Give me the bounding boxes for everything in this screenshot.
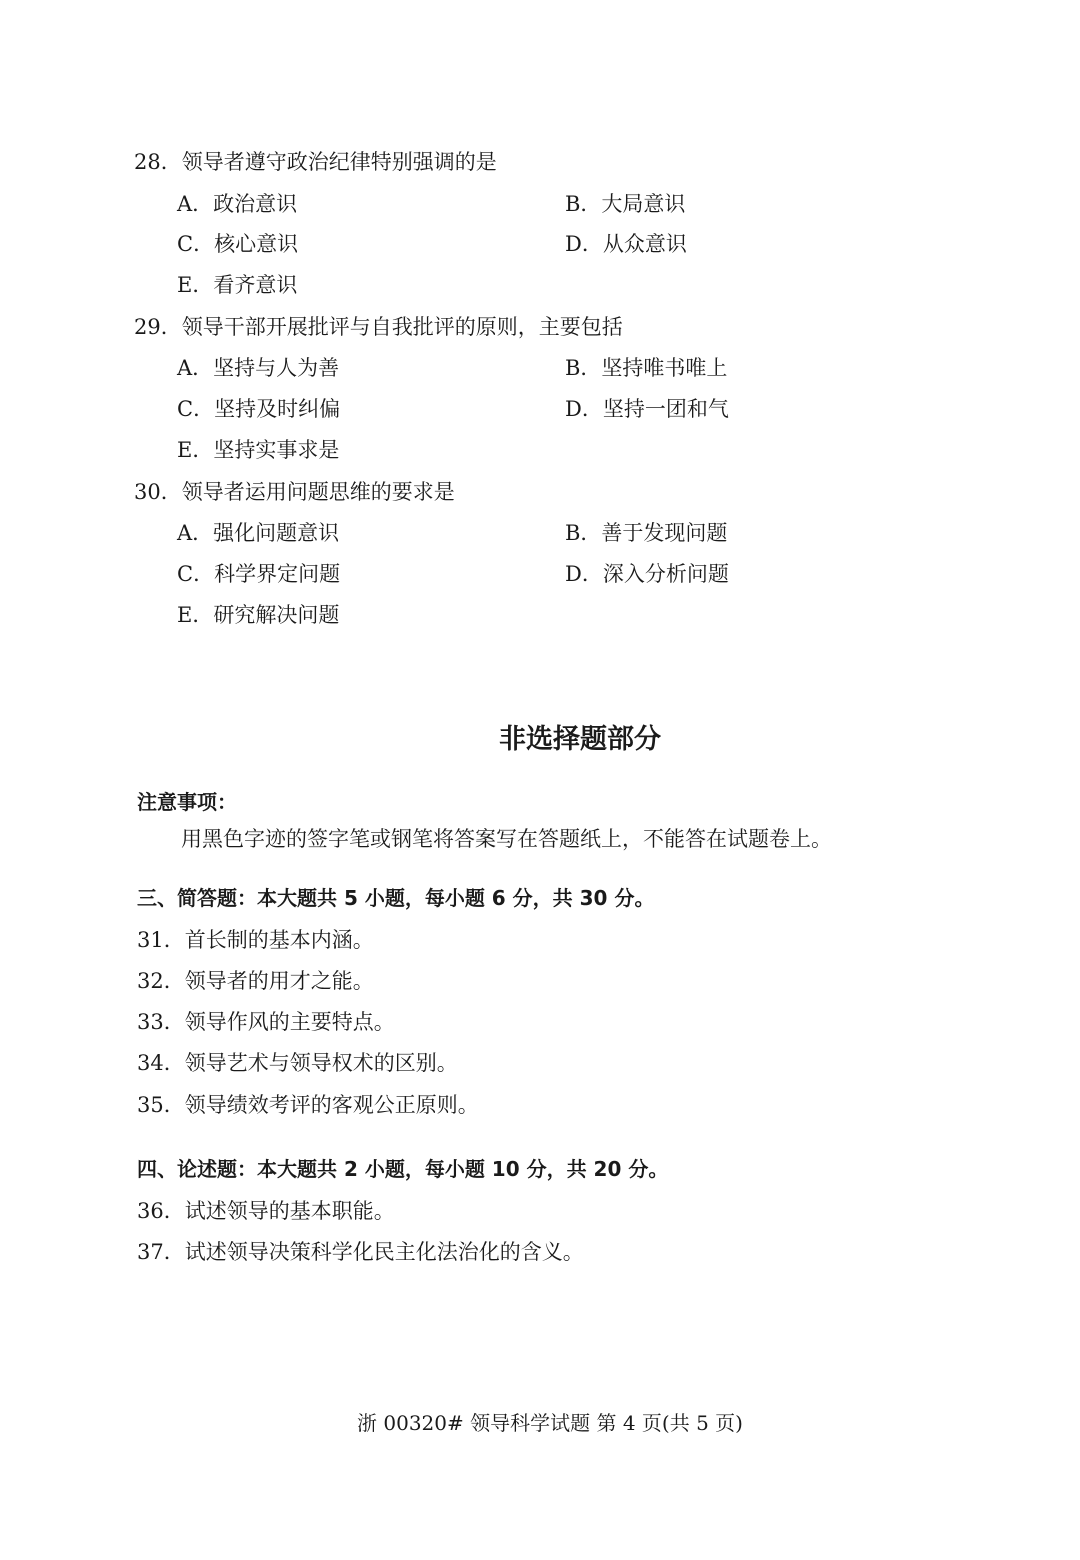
question-30-option-a: A．强化问题意识 (177, 521, 340, 545)
question-29-option-c: C．坚持及时纠偏 (177, 397, 341, 421)
question-30-option-e: E．研究解决问题 (177, 603, 340, 627)
part3-heading: 三、简答题：本大题共 5 小题，每小题 6 分，共 30 分。 (137, 886, 655, 910)
question-36: 36．试述领导的基本职能。 (137, 1199, 395, 1223)
question-28-option-c: C．核心意识 (177, 232, 299, 256)
notice-text: 用黑色字迹的签字笔或钢笔将答案写在答题纸上，不能答在试题卷上。 (181, 827, 832, 851)
question-32: 32．领导者的用才之能。 (137, 969, 374, 993)
question-28-stem: 28．领导者遵守政治纪律特别强调的是 (134, 150, 497, 174)
question-28-option-b: B．大局意识 (565, 192, 686, 216)
question-28-option-d: D．从众意识 (565, 232, 687, 256)
question-28-option-a: A．政治意识 (177, 192, 298, 216)
question-29-stem: 29．领导干部开展批评与自我批评的原则，主要包括 (134, 315, 623, 339)
question-30-option-c: C．科学界定问题 (177, 562, 341, 586)
question-29-option-e: E．坚持实事求是 (177, 438, 340, 462)
question-30-option-b: B．善于发现问题 (565, 521, 728, 545)
question-29-option-b: B．坚持唯书唯上 (565, 356, 728, 380)
part4-heading: 四、论述题：本大题共 2 小题，每小题 10 分，共 20 分。 (137, 1157, 669, 1181)
notice-label: 注意事项： (137, 790, 237, 814)
question-37: 37．试述领导决策科学化民主化法治化的含义。 (137, 1240, 584, 1264)
question-28-option-e: E．看齐意识 (177, 273, 298, 297)
question-34: 34．领导艺术与领导权术的区别。 (137, 1051, 458, 1075)
question-31: 31．首长制的基本内涵。 (137, 928, 374, 952)
question-33: 33．领导作风的主要特点。 (137, 1010, 395, 1034)
question-35: 35．领导绩效考评的客观公正原则。 (137, 1093, 479, 1117)
question-29-option-a: A．坚持与人为善 (177, 356, 340, 380)
question-30-stem: 30．领导者运用问题思维的要求是 (134, 480, 455, 504)
question-29-option-d: D．坚持一团和气 (565, 397, 729, 421)
page-footer: 浙 00320# 领导科学试题 第 4 页(共 5 页) (357, 1411, 743, 1435)
section-title: 非选择题部分 (499, 724, 661, 755)
question-30-option-d: D．深入分析问题 (565, 562, 729, 586)
